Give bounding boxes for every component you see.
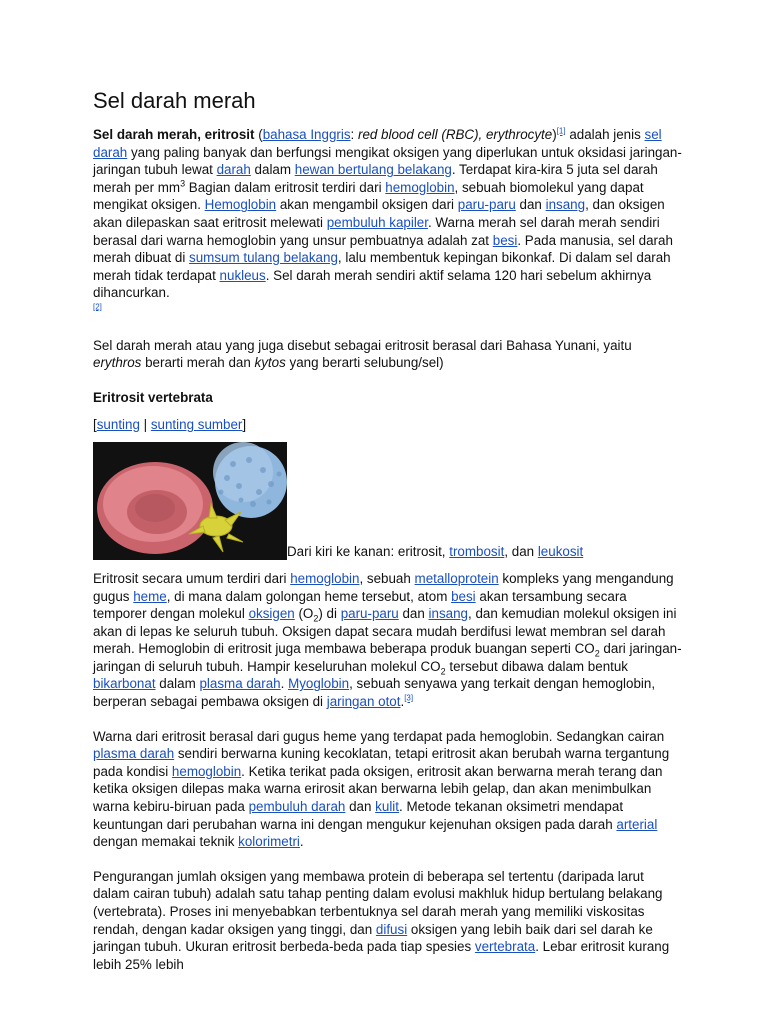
text: dengan memakai teknik [93,834,239,850]
text: , dan kemudian molekul oksigen ini akan di lepas ke seluruh tubuh. Oksigen dapat secara mudah berdifusi lewat membran sel darah merah. Hemoglobin di eritrosit juga membawa beberapa produk buangan seperti CO [93,606,677,657]
text: , sebuah senyawa yang terkait dengan hemoglobin, berperan sebagai pembawa oksigen di [93,676,656,710]
link-pembuluh-darah[interactable]: pembuluh darah [248,799,346,815]
text: , dan [504,543,538,559]
link-nukleus[interactable]: nukleus [219,267,266,283]
text: , lalu membentuk kepingan bikonkaf. Di dalam sel darah merah tidak terdapat [93,250,671,283]
composition-paragraph [93,570,683,711]
link-besi[interactable]: besi [451,588,476,604]
reference-link[interactable]: [1] [556,126,566,136]
link-vertebrata[interactable]: vertebrata [474,939,536,955]
bracket: [ [93,417,97,433]
link-pembuluh-kapiler[interactable]: pembuluh kapiler [326,214,428,230]
text: . Sel darah merah sendiri aktif selama 120 hari sebelum akhirnya dihancurkan. [93,267,652,301]
text: tersebut dibawa dalam bentuk [445,658,629,674]
text: , sebuah [359,570,415,586]
link-hemoglobin[interactable]: Hemoglobin [204,197,277,213]
text: adalah jenis [565,127,645,142]
text: . Warna merah sel darah merah sendiri berasal dari warna hemoglobin yang unsur pembuatnya adalah zat [93,214,660,248]
text: dalam [155,676,200,692]
link-hemoglobin[interactable]: hemoglobin [171,763,242,779]
link-metalloprotein[interactable]: metalloprotein [414,570,499,586]
text: . Pada manusia, sel darah merah dibuat di [93,232,673,266]
text: akan mengambil oksigen dari [276,197,458,213]
greek-term: erythros [93,355,142,371]
intro-paragraph [93,126,683,320]
text: . Lebar eritrosit kurang lebih 25% lebih [93,939,670,972]
edit-link[interactable]: sunting [96,417,140,433]
link-insang[interactable]: insang [545,197,586,213]
subscript: 2 [313,613,319,624]
text: Dari kiri ke kanan: eritrosit, [287,543,450,559]
etymology-paragraph [93,337,683,372]
text: ( [254,127,263,142]
text: (O [294,606,314,622]
greek-term: kytos [254,355,286,371]
edit-links [93,416,683,434]
color-paragraph [93,728,683,851]
link-leukosit[interactable]: leukosit [537,543,584,559]
reference-link[interactable]: [3] [404,693,414,703]
blood-cells-image [93,442,287,560]
separator: | [139,417,151,433]
section-heading: Eritrosit vertebrata [93,389,213,405]
text: , dan oksigen akan dilepaskan saat eritrosit melewati [93,197,665,230]
figure-caption [287,543,583,560]
reference-link[interactable]: [2] [93,302,102,312]
bold-term: Sel darah merah, eritrosit [93,127,255,142]
link-trombosit[interactable]: trombosit [449,543,505,559]
figure [93,442,683,560]
link-oksigen[interactable]: oksigen [248,606,295,622]
text: Bagian dalam eritrosit terdiri dari [185,179,386,195]
text: : [350,127,358,142]
english-term: red blood cell (RBC), erythrocyte [357,127,553,142]
evolution-paragraph [93,868,683,974]
link-paru-paru[interactable]: paru-paru [340,606,399,622]
link-insang[interactable]: insang [428,606,469,622]
link-sel-darah[interactable]: sel darah [93,127,662,160]
text: . [280,676,289,692]
link-myoglobin[interactable]: Myoglobin [288,676,350,692]
link-hemoglobin[interactable]: hemoglobin [290,570,360,586]
edit-source-link[interactable]: sunting sumber [150,417,243,433]
link-heme[interactable]: heme [133,588,167,604]
text: ) [552,127,557,142]
text: Pengurangan jumlah oksigen yang membawa protein di beberapa sel tertentu (daripada larut dalam cairan tubuh) adalah satu tahap penting dalam evolusi makhluk hidup bertulang belakang (vertebrata). Proses ini menyebabkan terbentuknya sel darah merah yang memiliki viskositas rendah, dengan kadar oksigen yang tinggi, dan [93,868,663,937]
subscript: 2 [594,648,600,659]
text: . Terdapat kira-kira 5 juta sel darah merah per mm [93,162,658,195]
text: berarti merah dan [141,355,255,371]
text: kompleks yang mengandung gugus [93,570,674,604]
text: Warna dari eritrosit berasal dari gugus heme yang terdapat pada hemoglobin. Sedangkan cairan [93,728,665,744]
text: dari jaringan-jaringan di seluruh tubuh. Hampir keseluruhan molekul CO [93,641,682,674]
text: dan [398,606,429,622]
text: , sebuah biomolekul yang dapat mengikat oksigen. [93,179,644,213]
text: Eritrosit secara umum terdiri dari [93,570,291,586]
bracket: ] [242,417,247,433]
page-title: Sel darah merah [93,88,256,113]
text: . Metode tekanan oksimetri mendapat keuntungan dari perubahan warna ini dengan mengukur kejenuhan oksigen pada darah [93,799,624,832]
superscript: 3 [180,178,186,189]
link-hewan-bertulang-belakang[interactable]: hewan bertulang belakang [294,162,452,178]
link-sumsum-tulang-belakang[interactable]: sumsum tulang belakang [189,250,338,266]
text: dan [345,799,376,815]
text: akan tersambung secara temporer dengan molekul [93,588,627,622]
link-kolorimetri[interactable]: kolorimetri [238,834,300,850]
link-plasma-darah[interactable]: plasma darah [199,676,281,692]
link-jaringan-otot[interactable]: jaringan otot [326,694,401,710]
link-bikarbonat[interactable]: bikarbonat [93,676,156,692]
text: oksigen yang lebih baik dari sel darah ke jaringan tubuh. Ukuran eritrosit berbeda-beda pada tiap spesies [93,921,653,955]
link-arterial[interactable]: arterial [616,816,658,832]
link-difusi[interactable]: difusi [375,921,408,937]
link-paru-paru[interactable]: paru-paru [457,197,516,213]
text: . Ketika terikat pada oksigen, eritrosit akan berwarna merah terang dan ketika oksigen dilepas maka warna erirosit akan berwarna lebih gelap, dan akan menimbulkan warna kebiru-biruan pada [93,763,663,815]
link-bahasa-inggris[interactable]: bahasa Inggris [262,127,351,142]
link-besi[interactable]: besi [492,232,518,248]
text: Sel darah merah atau yang juga disebut sebagai eritrosit berasal dari Bahasa Yunani, yaitu [93,337,632,353]
text: yang paling banyak dan berfungsi mengikat oksigen yang diperlukan untuk oksidasi jaringan-jaringan tubuh lewat [93,144,682,178]
text: . [299,834,304,850]
link-kulit[interactable]: kulit [375,799,399,815]
text: yang berarti selubung/sel) [285,355,444,371]
article-content [93,86,683,990]
text: . [400,694,405,710]
link-plasma-darah[interactable]: plasma darah [93,746,175,762]
text: , di mana dalam golongan heme tersebut, atom [166,588,452,604]
text: ) di [318,606,341,622]
link-darah[interactable]: darah [216,162,251,178]
text: dan [515,197,546,213]
link-hemoglobin[interactable]: hemoglobin [385,179,455,195]
subscript: 2 [440,666,446,677]
text: sendiri berwarna kuning kecoklatan, tetapi eritrosit akan berubah warna tergantung pada kondisi [93,746,670,779]
text: dalam [250,162,295,178]
